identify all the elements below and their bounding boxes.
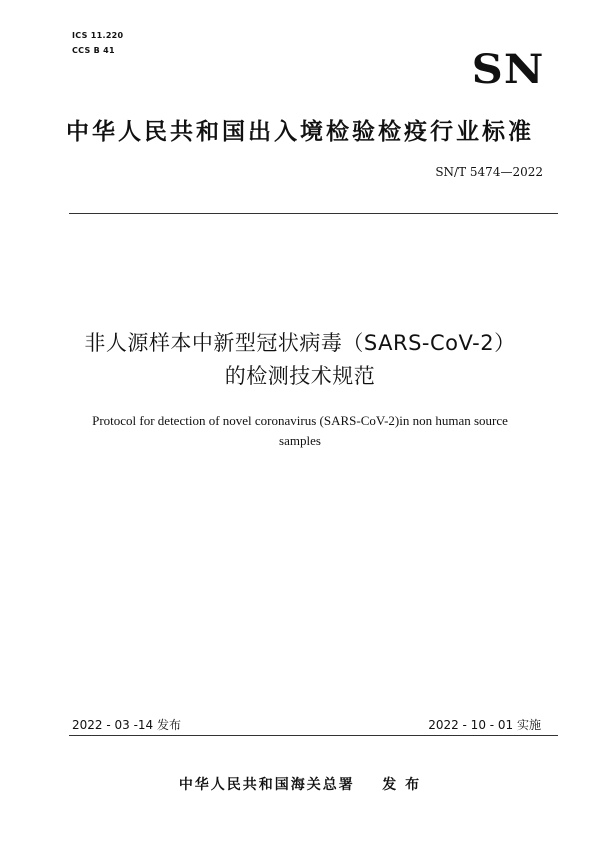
implementation-date: 2022 - 10 - 01 实施 [428,718,541,732]
title-english-line-2: samples [279,433,321,448]
ccs-code: CCS B 41 [72,46,115,55]
issue-date: 2022 - 03 -14 发布 [72,718,181,732]
standard-number: SN/T 5474—2022 [435,165,543,179]
standard-category-title: 中华人民共和国出入境检验检疫行业标准 [66,119,534,145]
title-chinese-line-2: 的检测技术规范 [224,364,376,388]
footer-divider [69,735,558,736]
title-chinese-line-1: 非人源样本中新型冠状病毒（SARS-CoV-2） [84,331,516,355]
ics-code: ICS 11.220 [72,31,124,40]
title-english-line-1: Protocol for detection of novel coronavirus (SARS-CoV-2)in non human source [92,413,508,428]
issuing-authority: 中华人民共和国海关总署 发 布 [178,777,422,793]
header-divider [69,213,558,214]
sn-logo: SN [471,46,544,93]
